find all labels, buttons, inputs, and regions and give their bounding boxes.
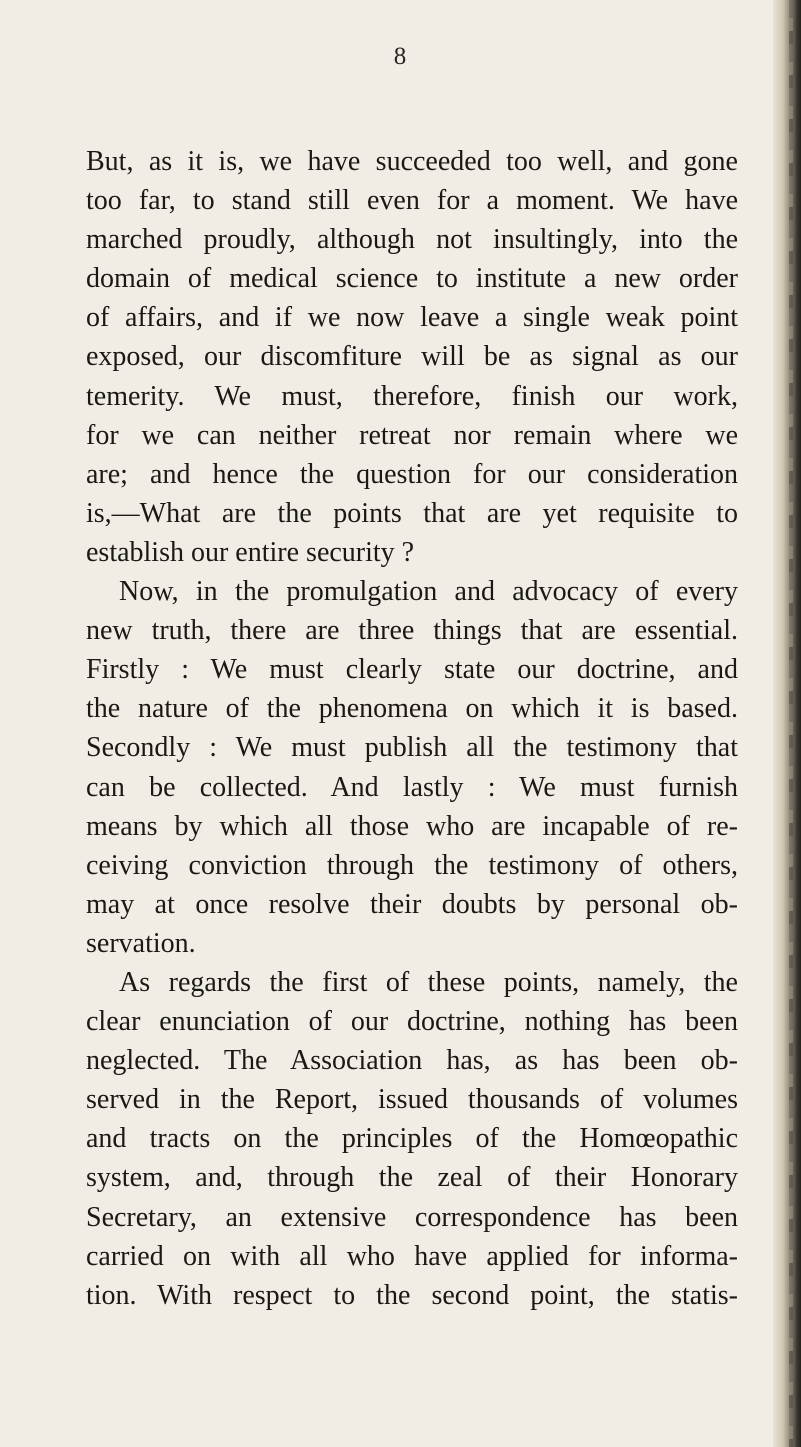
text-line: As regards the first of these points, namely, the — [119, 966, 738, 998]
text-line: may at once resolve their doubts by personal ob- — [86, 888, 738, 920]
text-line: Now, in the promulgation and advocacy of every — [119, 576, 738, 608]
body-text — [86, 142, 738, 1315]
text-line: for we can neither retreat nor remain where we — [86, 419, 738, 451]
text-line: the nature of the phenomena on which it is based. — [86, 693, 738, 725]
text-line: ceiving conviction through the testimony of others, — [86, 849, 738, 881]
text-line: neglected. The Association has, as has been ob- — [86, 1045, 738, 1077]
text-line: establish our entire security ? — [86, 536, 415, 568]
text-line: But, as it is, we have succeeded too well, and gone — [86, 146, 738, 177]
text-line: served in the Report, issued thousands of volumes — [86, 1084, 738, 1116]
text-line: too far, to stand still even for a moment. We have — [86, 185, 738, 217]
text-line: and tracts on the principles of the Homœopathic — [86, 1123, 738, 1155]
text-line: Secretary, an extensive correspondence has been — [86, 1201, 738, 1233]
text-line: temerity. We must, therefore, finish our work, — [86, 380, 738, 412]
text-line: of affairs, and if we now leave a single weak point — [86, 302, 738, 334]
text-line: means by which all those who are incapable of re- — [86, 810, 738, 842]
text-line: marched proudly, although not insultingly, into the — [86, 224, 738, 256]
text-line: Secondly : We must publish all the testimony that — [86, 732, 738, 764]
text-line: new truth, there are three things that are essential. — [86, 615, 738, 647]
text-line: tion. With respect to the second point, the statis- — [86, 1279, 738, 1311]
text-line: clear enunciation of our doctrine, nothing has been — [86, 1006, 738, 1038]
binding-shadow — [789, 0, 793, 1447]
text-line: exposed, our discomfiture will be as signal as our — [86, 341, 738, 373]
text-line: is,—What are the points that are yet requisite to — [86, 497, 738, 529]
text-line: Firstly : We must clearly state our doctrine, and — [86, 654, 738, 686]
text-line: system, and, through the zeal of their Honorary — [86, 1162, 738, 1194]
page-number: 8 — [393, 43, 408, 70]
text-line: can be collected. And lastly : We must furnish — [86, 771, 738, 803]
text-line: carried on with all who have applied for informa- — [86, 1240, 738, 1272]
text-line: servation. — [86, 927, 196, 959]
text-line: are; and hence the question for our consideration — [86, 458, 738, 490]
text-line: domain of medical science to institute a new order — [86, 263, 738, 295]
page-binding-edge — [773, 0, 801, 1447]
